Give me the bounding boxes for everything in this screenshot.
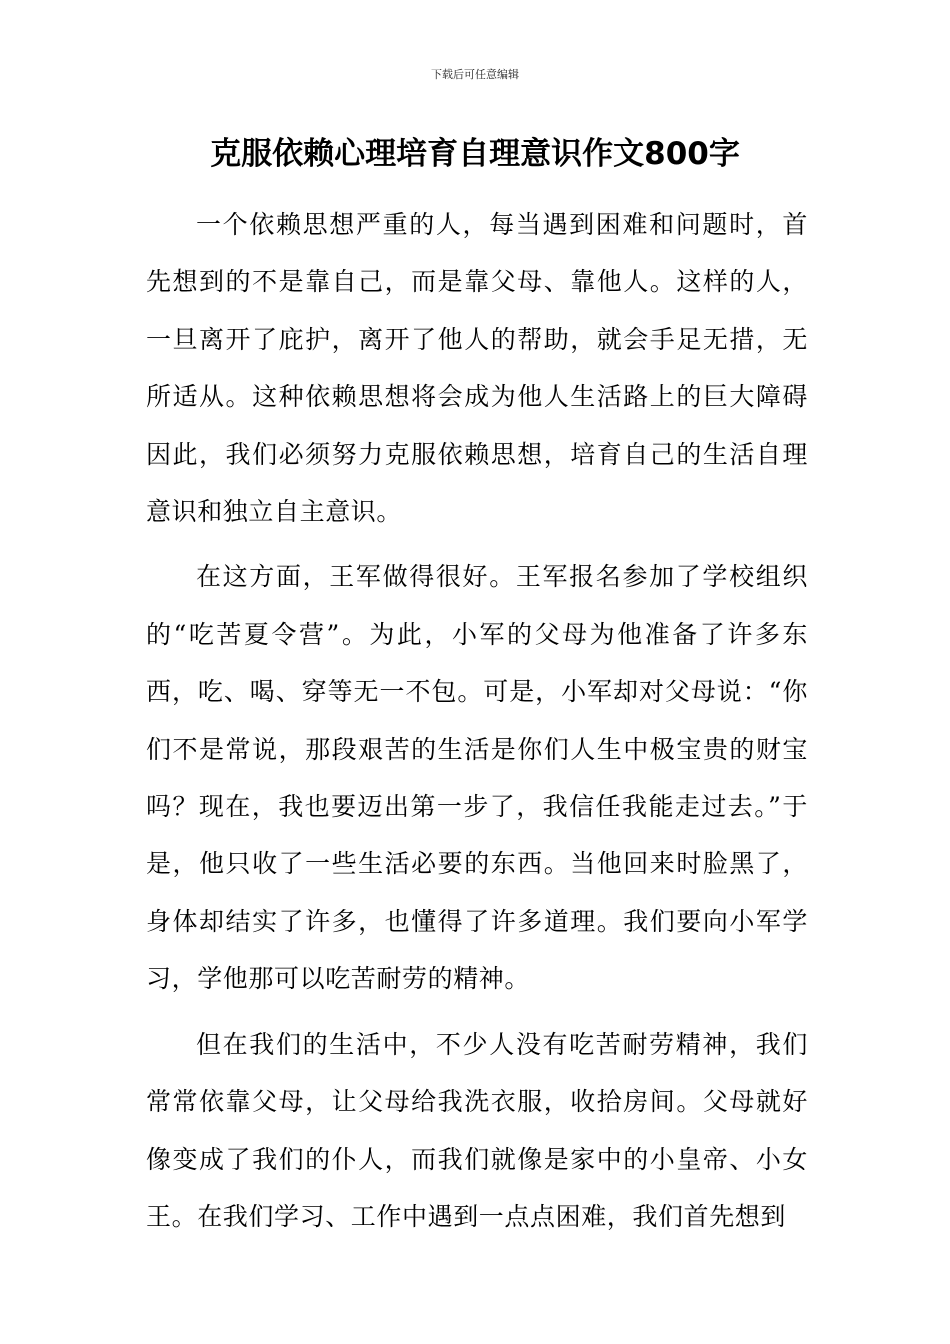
- paragraph-3: 但在我们的生活中，不少人没有吃苦耐劳精神，我们常常依靠父母，让父母给我洗衣服，收拾房间。父母就好像变成了我们的仆人，而我们就像是家中的小皇帝、小女王。在我们学习、工作中遇到一点点困难，我们首先想到: [146, 1029, 808, 1231]
- header-note: 下载后可任意编辑: [431, 68, 519, 81]
- paragraph-1: 一个依赖思想严重的人，每当遇到困难和问题时，首先想到的不是靠自己，而是靠父母、靠他人。这样的人，一旦离开了庇护，离开了他人的帮助，就会手足无措，无所适从。这种依赖思想将会成为他人生活路上的巨大障碍因此，我们必须努力克服依赖思想，培育自己的生活自理意识和独立自主意识。: [146, 210, 808, 527]
- document-title: 克服依赖心理培育自理意识作文800字: [210, 136, 740, 172]
- paragraph-2: 在这方面，王军做得很好。王军报名参加了学校组织的“吃苦夏令营”。为此，小军的父母为他准备了许多东西，吃、喝、穿等无一不包。可是，小军却对父母说：“你们不是常说，那段艰苦的生活是你们人生中极宝贵的财宝吗？现在，我也要迈出第一步了，我信任我能走过去。”于是，他只收了一些生活必要的东西。当他回来时脸黑了，身体却结实了许多，也懂得了许多道理。我们要向小军学习，学他那可以吃苦耐劳的精神。: [146, 562, 808, 994]
- document-body: [146, 196, 808, 1253]
